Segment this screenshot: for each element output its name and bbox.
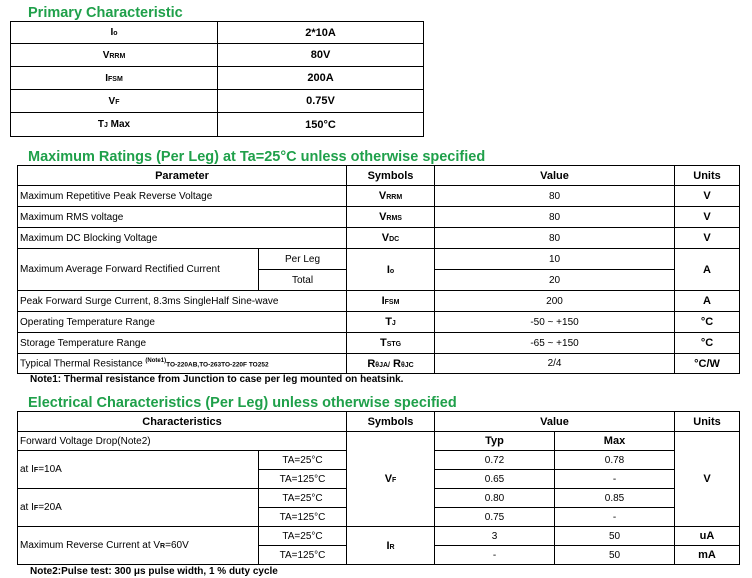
value-cell: -50 ~ +150 xyxy=(435,312,675,333)
value-cell: 0.75V xyxy=(218,90,424,113)
header-value: Value xyxy=(435,412,675,432)
table-row xyxy=(18,228,740,249)
param-cell: Maximum DC Blocking Voltage xyxy=(18,228,347,249)
symbol-cell: Io xyxy=(347,249,435,291)
symbol-cell: RθJA/ RθJC xyxy=(347,354,435,374)
ratings-title: Maximum Ratings (Per Leg) at Ta=25°C unless otherwise specified xyxy=(28,149,486,165)
primary-table xyxy=(10,21,424,137)
table-header-row xyxy=(18,166,740,186)
unit-cell: V xyxy=(675,432,740,527)
param-cell: Typical Thermal Resistance $^{(Note1)}$TO-220AB,TO-263TO-220F TO252 xyxy=(18,354,347,374)
ratings-table xyxy=(17,165,740,374)
table-row xyxy=(18,249,740,270)
table-header-row xyxy=(18,412,740,432)
param-cell: at IF=20A xyxy=(18,489,259,527)
subparam-cell: Per Leg xyxy=(259,249,347,270)
ratings-note: Note1: Thermal resistance from Junction to case per leg mounted on heatsink. xyxy=(30,374,404,385)
electrical-note: Note2:Pulse test: 300 μs pulse width, 1 % duty cycle xyxy=(30,566,278,577)
header-parameter: Parameter xyxy=(18,166,347,186)
subparam-cell: Total xyxy=(259,270,347,291)
symbol-cell: VF xyxy=(11,90,218,113)
symbol-cell: TJ xyxy=(347,312,435,333)
unit-cell: mA xyxy=(675,546,740,565)
unit-cell: °C xyxy=(675,333,740,354)
table-row xyxy=(18,354,740,374)
param-cell: at IF=10A xyxy=(18,451,259,489)
electrical-title: Electrical Characteristics (Per Leg) unless otherwise specified xyxy=(28,395,457,411)
header-characteristics: Characteristics xyxy=(18,412,347,432)
max-cell: 50 xyxy=(555,546,675,565)
value-cell: 150°C xyxy=(218,113,424,137)
unit-cell: V xyxy=(675,207,740,228)
condition-cell: TA=125°C xyxy=(259,508,347,527)
table-row xyxy=(18,186,740,207)
header-max: Max xyxy=(555,432,675,451)
symbol-cell: VDC xyxy=(347,228,435,249)
unit-cell: °C/W xyxy=(675,354,740,374)
param-cell: Operating Temperature Range xyxy=(18,312,347,333)
symbol-cell: IR xyxy=(347,527,435,565)
table-row xyxy=(18,527,740,546)
symbol-cell: VRRM xyxy=(347,186,435,207)
table-row xyxy=(18,291,740,312)
primary-title: Primary Characteristic xyxy=(28,5,183,21)
table-row xyxy=(18,207,740,228)
header-symbols: Symbols xyxy=(347,412,435,432)
max-cell: 0.85 xyxy=(555,489,675,508)
condition-cell: TA=25°C xyxy=(259,451,347,470)
value-cell: 80 xyxy=(435,186,675,207)
param-cell: Maximum Repetitive Peak Reverse Voltage xyxy=(18,186,347,207)
symbol-cell: TSTG xyxy=(347,333,435,354)
table-row xyxy=(11,113,424,137)
param-cell: Forward Voltage Drop(Note2) xyxy=(18,432,347,451)
value-cell: 2*10A xyxy=(218,22,424,44)
symbol-cell: Io xyxy=(11,22,218,44)
typ-cell: 0.75 xyxy=(435,508,555,527)
symbol-cell: IFSM xyxy=(11,67,218,90)
condition-cell: TA=125°C xyxy=(259,470,347,489)
typ-cell: 0.72 xyxy=(435,451,555,470)
value-cell: 80 xyxy=(435,207,675,228)
condition-cell: TA=125°C xyxy=(259,546,347,565)
param-cell: Peak Forward Surge Current, 8.3ms SingleHalf Sine-wave xyxy=(18,291,347,312)
param-cell: Maximum RMS voltage xyxy=(18,207,347,228)
unit-cell: A xyxy=(675,291,740,312)
table-row xyxy=(11,44,424,67)
symbol-cell: VRMS xyxy=(347,207,435,228)
symbol-cell: VRRM xyxy=(11,44,218,67)
unit-cell: A xyxy=(675,249,740,291)
condition-cell: TA=25°C xyxy=(259,489,347,508)
unit-cell: V xyxy=(675,228,740,249)
param-cell: Maximum Average Forward Rectified Current xyxy=(18,249,259,291)
unit-cell: °C xyxy=(675,312,740,333)
header-typ: Typ xyxy=(435,432,555,451)
param-cell: Storage Temperature Range xyxy=(18,333,347,354)
symbol-cell: TJ Max xyxy=(11,113,218,137)
table-row xyxy=(18,333,740,354)
unit-cell: uA xyxy=(675,527,740,546)
unit-cell: V xyxy=(675,186,740,207)
value-cell: 80V xyxy=(218,44,424,67)
typ-cell: 0.80 xyxy=(435,489,555,508)
header-value: Value xyxy=(435,166,675,186)
value-cell: 10 xyxy=(435,249,675,270)
electrical-table xyxy=(17,411,740,565)
param-cell: Maximum Reverse Current at VR=60V xyxy=(18,527,259,565)
table-row xyxy=(11,67,424,90)
value-cell: 80 xyxy=(435,228,675,249)
table-row xyxy=(18,432,740,451)
value-cell: 200 xyxy=(435,291,675,312)
header-symbols: Symbols xyxy=(347,166,435,186)
condition-cell: TA=25°C xyxy=(259,527,347,546)
table-row xyxy=(11,90,424,113)
symbol-cell: IFSM xyxy=(347,291,435,312)
typ-cell: 0.65 xyxy=(435,470,555,489)
symbol-cell: VF xyxy=(347,432,435,527)
max-cell: 0.78 xyxy=(555,451,675,470)
table-row xyxy=(11,22,424,44)
value-cell: -65 ~ +150 xyxy=(435,333,675,354)
header-units: Units xyxy=(675,412,740,432)
value-cell: 20 xyxy=(435,270,675,291)
max-cell: - xyxy=(555,508,675,527)
value-cell: 200A xyxy=(218,67,424,90)
header-units: Units xyxy=(675,166,740,186)
value-cell: 2/4 xyxy=(435,354,675,374)
max-cell: - xyxy=(555,470,675,489)
typ-cell: - xyxy=(435,546,555,565)
typ-cell: 3 xyxy=(435,527,555,546)
max-cell: 50 xyxy=(555,527,675,546)
table-row xyxy=(18,312,740,333)
